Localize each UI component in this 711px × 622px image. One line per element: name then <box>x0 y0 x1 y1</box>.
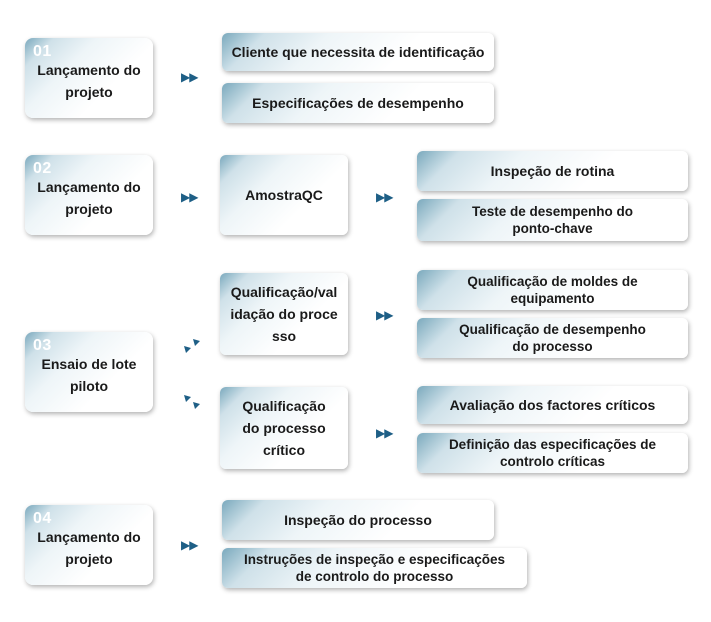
double-arrow-icon: ▶▶ <box>376 426 393 440</box>
mid-label: Qualificação do processo crítico <box>242 398 326 458</box>
mid-label: Qualificação/validação do processo <box>230 284 338 344</box>
arrow-up-right-icon <box>181 337 203 355</box>
stage-03-mid-top-box <box>220 273 348 355</box>
stage-label: Lançamento do projeto <box>37 179 141 217</box>
stage-number: 02 <box>33 160 52 177</box>
stage-02-mid-box <box>220 155 348 235</box>
double-arrow-icon: ▶▶ <box>181 70 198 84</box>
stage-04-item-2 <box>222 548 527 588</box>
item-label: Qualificação de desempenho do processo <box>459 322 646 354</box>
stage-number: 04 <box>33 510 52 527</box>
double-arrow-icon: ▶▶ <box>376 308 393 322</box>
double-arrow-icon: ▶▶ <box>376 190 393 204</box>
item-label: Inspeção do processo <box>284 512 432 528</box>
stage-03-item-1 <box>417 270 688 310</box>
arrow-down-right-icon <box>181 393 203 411</box>
stage-03-item-4 <box>417 433 688 473</box>
item-label: Inspeção de rotina <box>490 163 615 179</box>
stage-number: 03 <box>33 337 52 354</box>
stage-02-item-2 <box>417 199 688 241</box>
stage-02-item-1 <box>417 151 688 191</box>
stage-01-item-1 <box>222 33 494 71</box>
stage-03-box <box>25 332 153 412</box>
item-label: Qualificação de moldes de equipamento <box>467 274 638 306</box>
item-label: Instruções de inspeção e especificações de controlo do processo <box>243 552 506 584</box>
mid-label: AmostraQC <box>245 187 323 203</box>
item-label: Definição das especificações de controlo críticas <box>448 437 657 469</box>
item-label: Cliente que necessita de identificação <box>231 44 485 60</box>
stage-number: 01 <box>33 43 52 60</box>
stage-01-item-2 <box>222 83 494 123</box>
stage-label: Ensaio de lote piloto <box>41 356 137 394</box>
double-arrow-icon: ▶▶ <box>181 190 198 204</box>
stage-02-box <box>25 155 153 235</box>
stage-04-item-1 <box>222 500 494 540</box>
stage-04-box <box>25 505 153 585</box>
stage-03-mid-bottom-box <box>220 387 348 469</box>
item-label: Avaliação dos factores críticos <box>449 397 656 413</box>
stage-03-item-2 <box>417 318 688 358</box>
item-label: Especificações de desempenho <box>252 95 464 111</box>
stage-label: Lançamento do projeto <box>37 62 141 100</box>
stage-label: Lançamento do projeto <box>37 529 141 567</box>
double-arrow-icon: ▶▶ <box>181 538 198 552</box>
stage-03-item-3 <box>417 386 688 424</box>
item-label: Teste de desempenho do ponto-chave <box>471 204 634 236</box>
stage-01-box <box>25 38 153 118</box>
